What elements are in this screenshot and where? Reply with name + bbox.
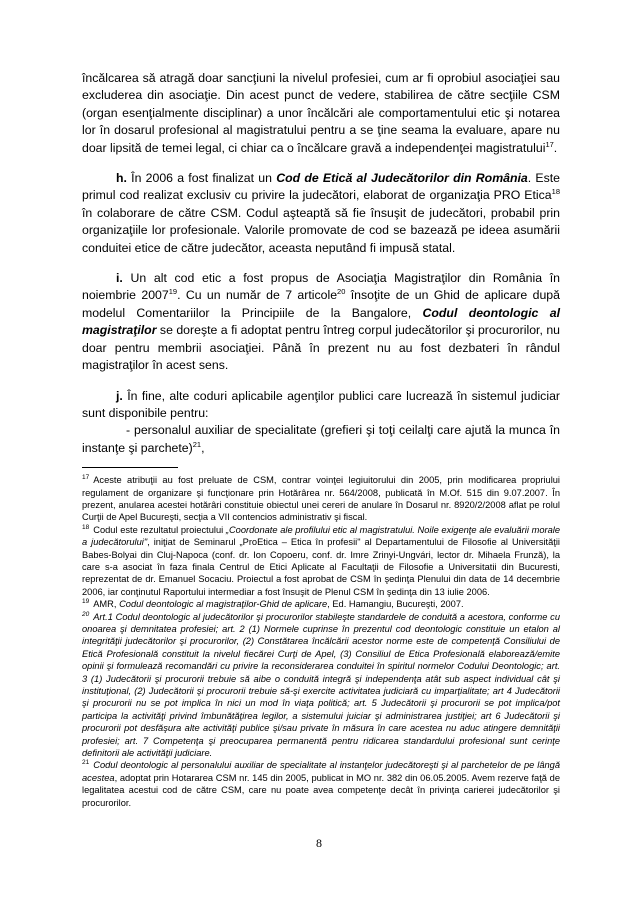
footnotes <box>82 474 560 809</box>
footnote-separator <box>82 467 178 468</box>
code-title-judges: Cod de Etică al Judecătorilor din România <box>276 171 528 186</box>
footnote-17 <box>82 474 560 524</box>
item-label-h: h. <box>116 171 127 186</box>
footnote-text: Codul este rezultatul proiectului <box>93 524 226 535</box>
paragraph-text: Un alt cod etic a fost propus de Asociaţia Magistraţilor din România în noiembrie 2007 <box>82 271 560 303</box>
footnote-mark: 20 <box>82 610 90 618</box>
code-title-magistrates: Codul deontologic al magistraţilor <box>82 305 560 338</box>
footnote-text: Aceste atribuţii au fost preluate de CSM, contrar voinţei legiuitorului din 2005, prin modificarea propriului regulament de organizare şi funcţionare prin Hotărârea nr. 564/2008, publicată în M.Of. 515 din 9.07.2007. În prezent, anularea acestei hotărâri constituie obiectul unei cereri de anulare în Dosarul nr. 8920/2/2008 aflat pe rolul Curţii de Apel Bucureşti, secţia a VII contencios administrativ şi fiscal. <box>82 475 560 523</box>
paragraph-text: se doreşte a fi adoptat pentru întreg corpul judecătorilor şi procurorilor, nu doar pentru membrii asociaţiei. Până în prezent nu au fost dezbateri în rândul magistraţilor în acest sens. <box>82 323 560 373</box>
paragraph-i <box>82 270 560 374</box>
footnote-mark: 18 <box>82 523 90 531</box>
footnote-text: AMR, <box>93 599 120 610</box>
item-label-i: i. <box>116 271 123 286</box>
footnote-text-italic: Codul deontologic al magistraţilor-Ghid de aplicare <box>119 599 328 610</box>
footnote-text-italic: Codul deontologic al personalului auxiliar de specialitate al instanţelor judecătoreşti şi al parchetelor de pe lângă acestea <box>82 760 560 783</box>
footnote-20 <box>82 611 560 760</box>
footnote-text-italic: Art.1 Codul deontologic al judecătorilor şi procurorilor stabileşte standardele de conduită a acestora, conforme cu onoarea şi demnitatea profesiei; art. 2 (1) Normele cuprinse în prezentul cod deontologic constituie un etalon al integrităţii judecătorilor şi procurorilor, (2) Constătarea încălcării acestor norme este de competenţă Consiliului de Etică Profesională constituit la nivelul fiecărei Curţi de Apel, (3) Consiliul de Etica Profesională elaborează/emite opinii şi formulează recomandări cu privire la reconsiderarea conduitei în spiritul normelor Codului Deontologic; art. 3 (1) Judecătorii şi procurorii trebuie să aibe o conduită integră şi independenţa atât sub aspect individual cât şi instituţional, (2) Judecătorii şi procurorii trebuie să-şi exercite activitatea judiciară cu imparţialitate; art 4 Judecătorii şi procurorii nu se pot implica în nici un mod în viaţa politică; art. 5 Judecătorii şi procurorii se pot implica/pot participa la activităţi privind îmbunătăţirea legilor, a sistemului juiciar şi administrarea justiţiei; art 6 Judecătorii şi procurorii pot desfăşura alte activităţi publice şi/sau private în măsura în care acestea nu aduc atingere demnităţii profesiei; art. 7 Competenţa şi preocuparea permanentă pentru ridicarea standardului profesional sunt cerinţe definitorii ale activităţii judiciare. <box>82 611 560 759</box>
footnote-ref-17[interactable]: 17 <box>545 139 554 149</box>
footnote-ref-21[interactable]: 21 <box>192 439 202 449</box>
punctuation: . <box>553 140 558 155</box>
paragraph-text: . Este primul cod realizat exclusiv cu privire la judecători, elaborat de organizaţia PRO Etica <box>82 171 560 203</box>
footnote-text: , Ed. Hamangiu, Bucureşti, 2007. <box>327 599 464 610</box>
footnote-ref-18[interactable]: 18 <box>551 187 560 197</box>
paragraph-h <box>82 170 560 257</box>
footnote-ref-20[interactable]: 20 <box>337 287 346 297</box>
footnote-mark: 19 <box>82 598 90 606</box>
paragraph-continuation <box>82 70 560 157</box>
paragraph-text: . Cu un număr de 7 articole <box>177 288 338 303</box>
list-item-auxiliary-staff <box>82 422 560 457</box>
footnote-18 <box>82 524 560 598</box>
paragraph-text: încălcarea să atragă doar sancţiuni la nivelul profesiei, cum ar fi oprobiul asociaţiei sau excluderea din asociaţie. Din acest punct de vedere, stabilirea de către secţiile CSM (organ esenţialmente disciplinar) a unor încălcări ale comportamentului etic şi notarea lor în dosarul profesional al magistratului pentru a se ţine seama la evaluare, apare nu doar lipsită de temei legal, ci chiar ca o încălcare gravă a independenţei magistratului <box>82 71 560 155</box>
document-page <box>82 70 560 809</box>
footnote-mark: 17 <box>82 474 90 482</box>
footnote-ref-19[interactable]: 19 <box>168 287 178 297</box>
footnote-text: , iniţiat de Seminarul „ProEtica – Etica în profesii" al Departamentului de Filosofie al Universităţii Babes-Bolyai din Cluj-Napoca (conf. dr. Ion Copoeru, conf. dr. Imre Zrinyi-Ungvári, lector dr. Mihaela Frunză), la care s-a asociat în faza finala Centrul de Etici Aplicate al Facultaţii de Filosofie a Universitatii din Bucuresti, reprezentat de dr. Emanuel Socaciu. Proiectul a fost aprobat de CSM în şedinţa Plenului din data de 14 decembrie 2006, iar conţinutul Raportului intermediar a fost însuşit de Plenul CSM în şedinţa din 13 iulie 2006. <box>82 537 560 597</box>
footnote-19 <box>82 598 560 610</box>
paragraph-text: În fine, alte coduri aplicabile agenţilor publici care lucrează în sistemul judiciar sunt disponibile pentru: <box>82 388 560 420</box>
paragraph-text: în colaborare de către CSM. Codul aşteaptă să fie însuşit de judecători, probabil prin organizaţiile lor profesionale. Valorile promovate de cod se bazează pe ideea asumării conduitei etice de către judecător, aceasta neputând fi impusă statal. <box>82 205 560 255</box>
paragraph-text: însoţite de un Ghid de aplicare după modelul Comentariilor la Principiile de la Bangalore, <box>82 288 560 320</box>
paragraph-j <box>82 388 560 423</box>
item-label-j: j. <box>116 388 123 403</box>
footnote-text-italic: „Coordonate ale profilului etic al magistratului. Noile exigenţe ale evaluării morale a judecătorului" <box>82 524 560 548</box>
footnote-text: , adoptat prin Hotararea CSM nr. 145 din 2005, publicat in MO nr. 382 din 06.05.2005. Avem rezerve faţă de legalitatea acestui cod de către CSM, care nu poate avea competenţe decât în privinţa carierei judecătorilor şi procurorilor. <box>82 772 560 808</box>
page-number: 8 <box>316 836 322 850</box>
punctuation: , <box>201 440 205 455</box>
footnote-21 <box>82 759 560 809</box>
paragraph-text: În 2006 a fost finalizat un <box>126 171 277 186</box>
footnote-mark: 21 <box>82 759 90 767</box>
paragraph-text: - personalul auxiliar de specialitate (grefieri şi toţi ceilalţi care ajută la munca în instanţe şi parchete) <box>82 423 560 455</box>
